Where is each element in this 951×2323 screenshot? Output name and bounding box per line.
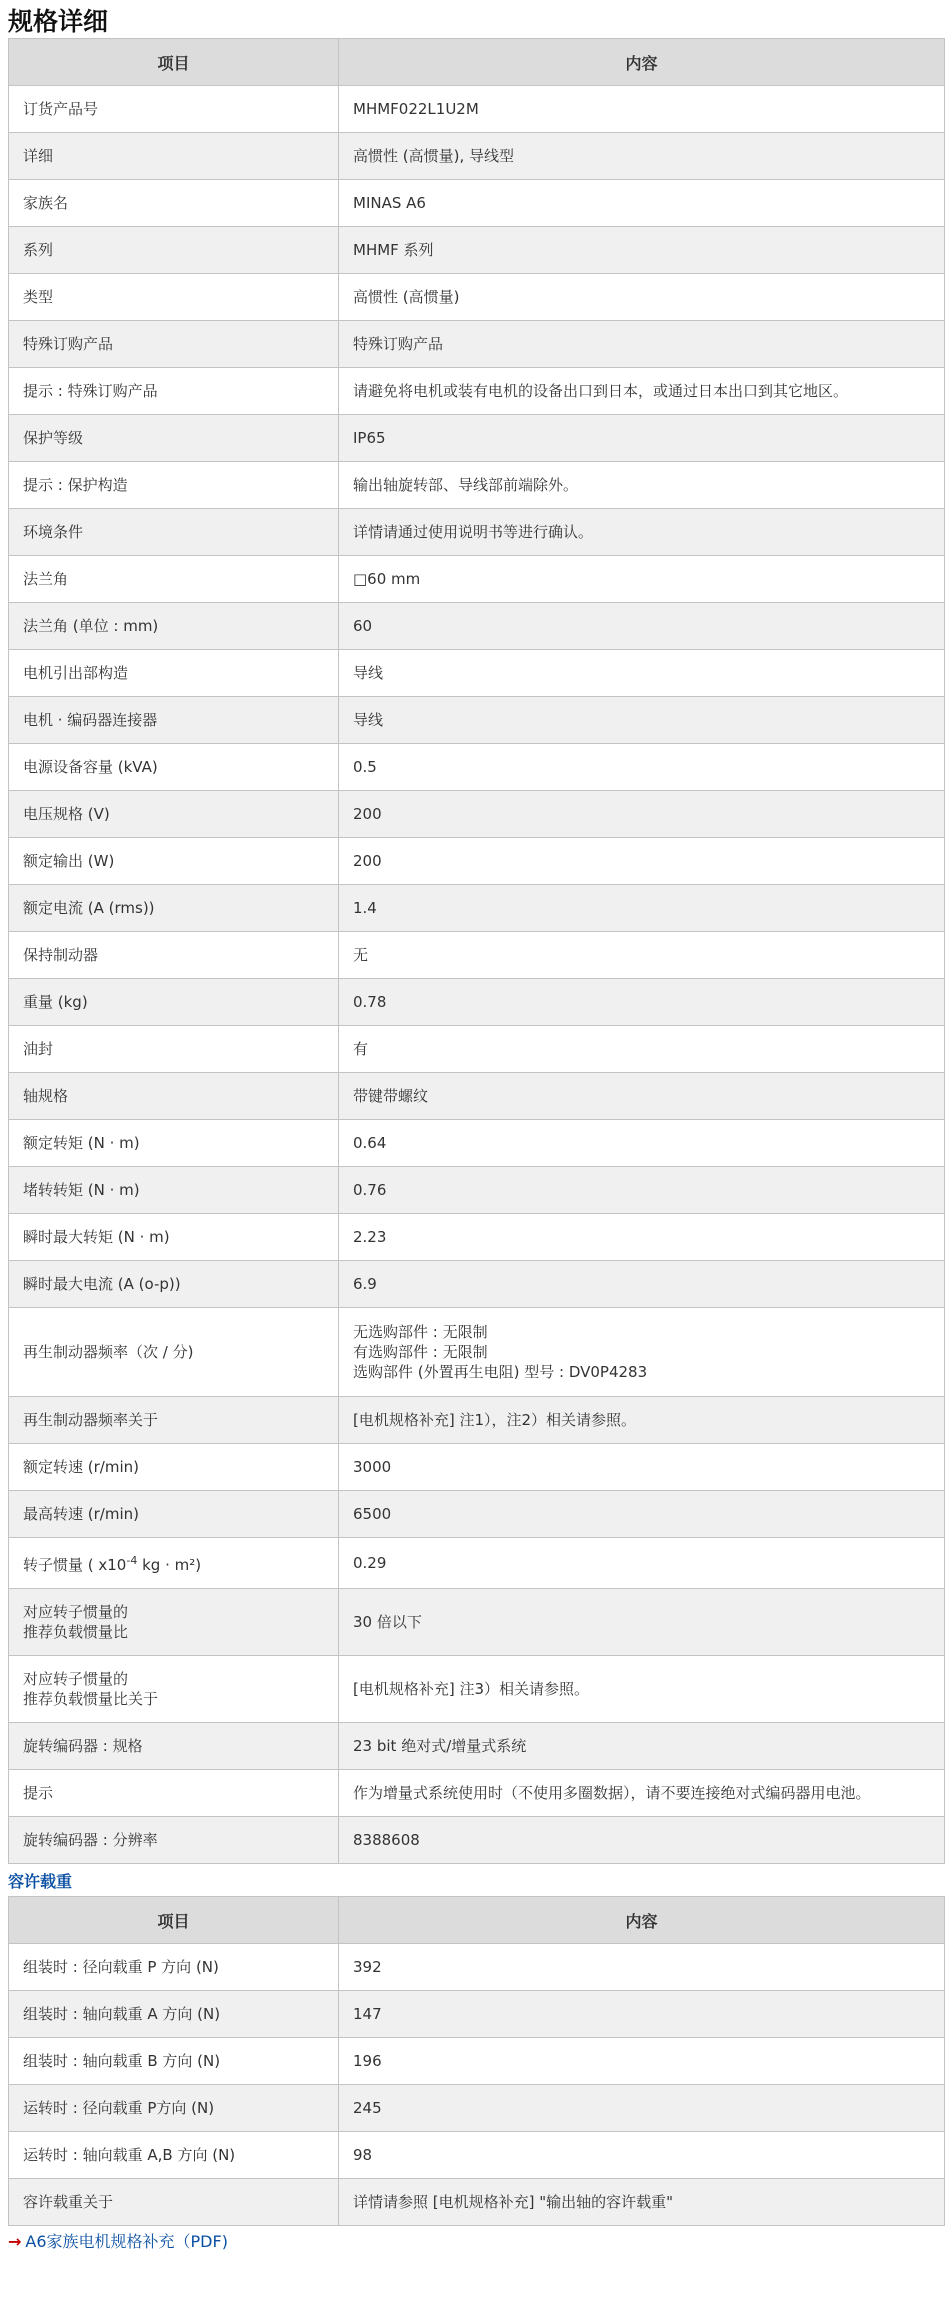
load-row (9, 2132, 945, 2179)
spec-content: 0.5 (339, 744, 945, 791)
load-row (9, 1991, 945, 2038)
spec-item: 轴规格 (9, 1073, 339, 1120)
arrow-right-icon: → (8, 2232, 22, 2251)
spec-item: 提示 : 保护构造 (9, 462, 339, 509)
spec-row (9, 885, 945, 932)
spec-row (9, 227, 945, 274)
spec-content: 特殊订购产品 (339, 321, 945, 368)
spec-row (9, 650, 945, 697)
spec-content: 无 (339, 932, 945, 979)
spec-content: 请避免将电机或装有电机的设备出口到日本，或通过日本出口到其它地区。 (339, 368, 945, 415)
load-header-content: 内容 (339, 1897, 945, 1944)
spec-item: 保持制动器 (9, 932, 339, 979)
spec-row (9, 274, 945, 321)
spec-row (9, 791, 945, 838)
spec-header-item: 项目 (9, 39, 339, 86)
load-item: 运转时 : 径向载重 P方向 (N) (9, 2085, 339, 2132)
spec-item: 对应转子惯量的 推荐负载惯量比关于 (9, 1656, 339, 1723)
spec-item: 类型 (9, 274, 339, 321)
spec-item: 电机 · 编码器连接器 (9, 697, 339, 744)
spec-row (9, 180, 945, 227)
page-title: 规格详细 (8, 7, 109, 36)
load-table (8, 1896, 945, 2226)
spec-item: 环境条件 (9, 509, 339, 556)
spec-item: 电源设备容量 (kVA) (9, 744, 339, 791)
spec-content: 6.9 (339, 1261, 945, 1308)
spec-row (9, 462, 945, 509)
spec-item: 再生制动器频率关于 (9, 1397, 339, 1444)
spec-item: 瞬时最大转矩 (N · m) (9, 1214, 339, 1261)
spec-row (9, 838, 945, 885)
spec-row (9, 1444, 945, 1491)
spec-row (9, 1073, 945, 1120)
spec-table-header (9, 39, 945, 86)
spec-content: 0.78 (339, 979, 945, 1026)
spec-content: 200 (339, 791, 945, 838)
spec-content: 高惯性 (高惯量), 导线型 (339, 133, 945, 180)
load-row (9, 2038, 945, 2085)
pdf-link[interactable] (8, 2232, 951, 2252)
spec-row (9, 86, 945, 133)
spec-content: 详情请通过使用说明书等进行确认。 (339, 509, 945, 556)
spec-item (9, 1538, 339, 1589)
spec-content: 8388608 (339, 1817, 945, 1864)
spec-content: 有 (339, 1026, 945, 1073)
spec-table-body (9, 86, 945, 1864)
spec-content: 200 (339, 838, 945, 885)
spec-item: 系列 (9, 227, 339, 274)
load-content: 详情请参照 [电机规格补充] "输出轴的容许载重" (339, 2179, 945, 2226)
spec-row (9, 1214, 945, 1261)
spec-row (9, 556, 945, 603)
spec-row (9, 603, 945, 650)
spec-item: 保护等级 (9, 415, 339, 462)
load-item: 运转时 : 轴向载重 A,B 方向 (N) (9, 2132, 339, 2179)
spec-item: 再生制动器频率（次 / 分) (9, 1308, 339, 1397)
spec-content: 2.23 (339, 1214, 945, 1261)
load-row (9, 2179, 945, 2226)
spec-content: MHMF022L1U2M (339, 86, 945, 133)
spec-content: 30 倍以下 (339, 1589, 945, 1656)
spec-row (9, 1167, 945, 1214)
spec-item: 堵转转矩 (N · m) (9, 1167, 339, 1214)
spec-row (9, 1538, 945, 1589)
load-row (9, 1944, 945, 1991)
spec-row (9, 1261, 945, 1308)
spec-content: 0.64 (339, 1120, 945, 1167)
spec-item: 提示 : 特殊订购产品 (9, 368, 339, 415)
pdf-link-label: A6家族电机规格补充（PDF) (25, 2232, 228, 2251)
spec-content: MHMF 系列 (339, 227, 945, 274)
spec-row (9, 415, 945, 462)
spec-content: 导线 (339, 697, 945, 744)
spec-row (9, 697, 945, 744)
spec-content: 导线 (339, 650, 945, 697)
load-item: 组装时 : 轴向载重 A 方向 (N) (9, 1991, 339, 2038)
spec-content: 输出轴旋转部、导线部前端除外。 (339, 462, 945, 509)
spec-item: 额定转速 (r/min) (9, 1444, 339, 1491)
spec-row (9, 1308, 945, 1397)
spec-row (9, 1656, 945, 1723)
spec-content: 1.4 (339, 885, 945, 932)
spec-content: 0.76 (339, 1167, 945, 1214)
spec-item-sup: -4 (126, 1554, 138, 1567)
spec-row (9, 1397, 945, 1444)
spec-content: □60 mm (339, 556, 945, 603)
spec-item: 法兰角 (9, 556, 339, 603)
load-header-item: 项目 (9, 1897, 339, 1944)
spec-row (9, 1026, 945, 1073)
spec-content: 无选购部件 : 无限制 有选购部件 : 无限制 选购部件 (外置再生电阻) 型号 : DV0P4283 (339, 1308, 945, 1397)
spec-row (9, 1770, 945, 1817)
load-table-body (9, 1944, 945, 2226)
spec-content: MINAS A6 (339, 180, 945, 227)
spec-item: 额定输出 (W) (9, 838, 339, 885)
spec-item: 特殊订购产品 (9, 321, 339, 368)
spec-item: 最高转速 (r/min) (9, 1491, 339, 1538)
spec-item-pre: 转子惯量 ( x10 (23, 1556, 127, 1574)
load-content: 98 (339, 2132, 945, 2179)
spec-item: 额定电流 (A (rms)) (9, 885, 339, 932)
spec-item: 家族名 (9, 180, 339, 227)
load-content: 196 (339, 2038, 945, 2085)
spec-row (9, 744, 945, 791)
spec-row (9, 509, 945, 556)
spec-row (9, 979, 945, 1026)
load-section-title: 容许载重 (8, 1872, 73, 1891)
spec-content: IP65 (339, 415, 945, 462)
spec-item: 订货产品号 (9, 86, 339, 133)
spec-row (9, 133, 945, 180)
spec-item: 详细 (9, 133, 339, 180)
spec-row (9, 1589, 945, 1656)
spec-table (8, 38, 945, 1864)
spec-content: 60 (339, 603, 945, 650)
spec-item: 重量 (kg) (9, 979, 339, 1026)
load-item: 组装时 : 轴向载重 B 方向 (N) (9, 2038, 339, 2085)
spec-item: 额定转矩 (N · m) (9, 1120, 339, 1167)
spec-row (9, 1723, 945, 1770)
spec-item: 对应转子惯量的 推荐负载惯量比 (9, 1589, 339, 1656)
spec-row (9, 321, 945, 368)
spec-item: 提示 (9, 1770, 339, 1817)
load-row (9, 2085, 945, 2132)
load-content: 147 (339, 1991, 945, 2038)
spec-row (9, 1817, 945, 1864)
spec-item: 电压规格 (V) (9, 791, 339, 838)
spec-item: 瞬时最大电流 (A (o-p)) (9, 1261, 339, 1308)
spec-content: 6500 (339, 1491, 945, 1538)
spec-row (9, 1120, 945, 1167)
load-content: 245 (339, 2085, 945, 2132)
spec-content: 23 bit 绝对式/增量式系统 (339, 1723, 945, 1770)
spec-item: 旋转编码器 : 规格 (9, 1723, 339, 1770)
spec-item: 旋转编码器 : 分辨率 (9, 1817, 339, 1864)
spec-item: 电机引出部构造 (9, 650, 339, 697)
load-item: 组装时 : 径向载重 P 方向 (N) (9, 1944, 339, 1991)
spec-item-post: kg · m²) (137, 1556, 202, 1574)
spec-content: [电机规格补充] 注1），注2）相关请参照。 (339, 1397, 945, 1444)
spec-content: [电机规格补充] 注3）相关请参照。 (339, 1656, 945, 1723)
spec-item: 法兰角 (单位 : mm) (9, 603, 339, 650)
spec-item: 油封 (9, 1026, 339, 1073)
spec-row (9, 368, 945, 415)
load-content: 392 (339, 1944, 945, 1991)
spec-row (9, 1491, 945, 1538)
spec-row (9, 932, 945, 979)
spec-content: 作为增量式系统使用时（不使用多圈数据），请不要连接绝对式编码器用电池。 (339, 1770, 945, 1817)
spec-content: 高惯性 (高惯量) (339, 274, 945, 321)
spec-header-content: 内容 (339, 39, 945, 86)
spec-content: 3000 (339, 1444, 945, 1491)
load-table-header (9, 1897, 945, 1944)
spec-content: 0.29 (339, 1538, 945, 1589)
load-item: 容许载重关于 (9, 2179, 339, 2226)
spec-content: 带键带螺纹 (339, 1073, 945, 1120)
